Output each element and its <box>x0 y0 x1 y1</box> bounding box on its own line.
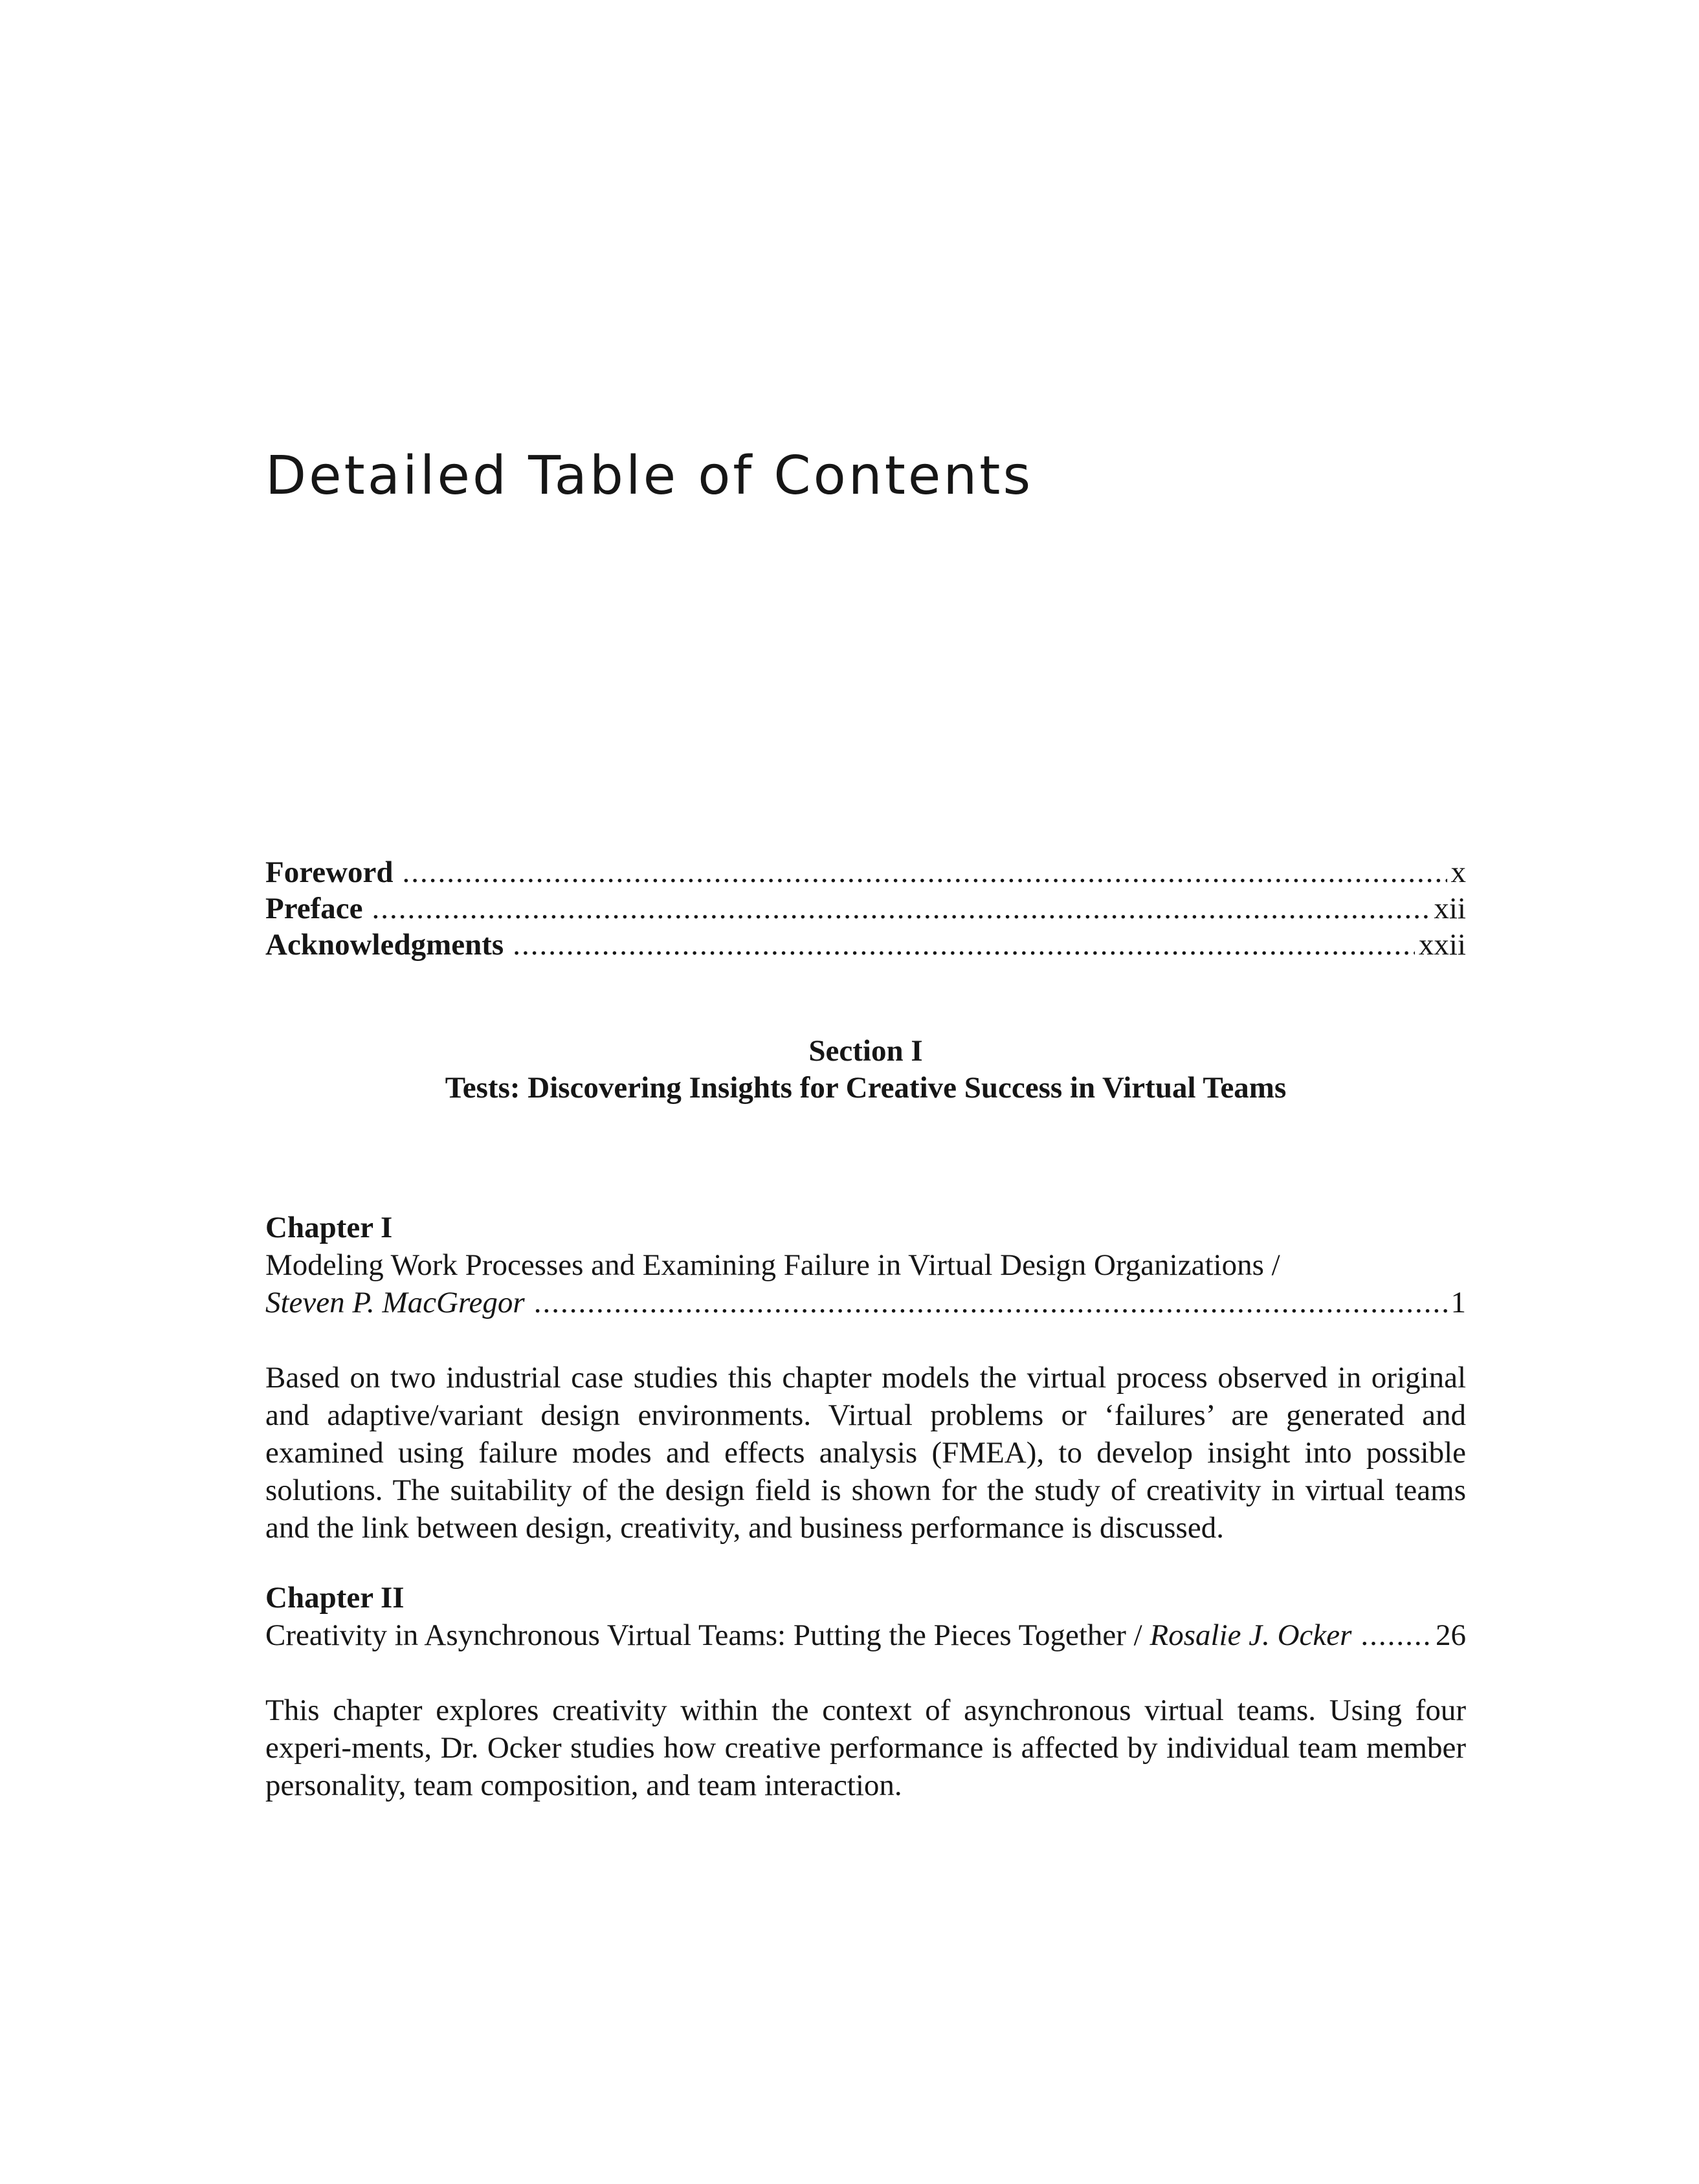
dot-leader <box>513 927 1415 963</box>
toc-entry-label: Acknowledgments <box>265 928 504 962</box>
chapter-label: Chapter II <box>265 1581 405 1615</box>
toc-entry-acknowledgments[interactable] <box>265 927 1466 963</box>
chapter-page: 26 <box>1436 1618 1466 1652</box>
dot-leader <box>534 1284 1447 1321</box>
toc-entry-page: xii <box>1434 892 1466 925</box>
toc-entry-foreword[interactable] <box>265 854 1466 890</box>
chapter-entry <box>265 1209 1466 1547</box>
section-number: Section I <box>808 1034 923 1068</box>
chapter-label: Chapter I <box>265 1211 393 1244</box>
chapter-title-line[interactable] <box>265 1616 1466 1654</box>
chapter-abstract: This chapter explores creativity within the context of asynchronous virtual teams. Using four experi-ments, Dr. Ocker studies how creative performance is affected by individual team member personality, team composition, and team interaction. <box>265 1693 1466 1802</box>
toc-entry-preface[interactable] <box>265 890 1466 927</box>
chapter-page: 1 <box>1450 1286 1466 1319</box>
section-heading <box>265 1033 1466 1107</box>
toc-entry-label: Preface <box>265 892 363 925</box>
dot-leader <box>1360 1616 1432 1654</box>
dot-leader <box>403 854 1447 890</box>
toc-entry-page: xxii <box>1418 928 1466 962</box>
toc-entry-page: x <box>1450 855 1466 889</box>
chapter-title: Creativity in Asynchronous Virtual Teams: Putting the Pieces Together / <box>265 1618 1150 1652</box>
front-matter-list <box>265 854 1466 963</box>
chapter-abstract: Based on two industrial case studies this chapter models the virtual process observed in original and adaptive/variant design environments. Virtual problems or ‘failures’ are generated and examined using failure modes and effects analysis (FMEA), to develop insight into possible solutions. The suitability of the design field is shown for the study of creativity in virtual teams and the link between design, creativity, and business performance is discussed. <box>265 1361 1466 1545</box>
chapter-author: Rosalie J. Ocker <box>1149 1618 1352 1652</box>
chapter-title[interactable]: Modeling Work Processes and Examining Failure in Virtual Design Organizations / <box>265 1248 1280 1282</box>
page-title: Detailed Table of Contents <box>265 445 1034 507</box>
section-title: Tests: Discovering Insights for Creative Success in Virtual Teams <box>445 1071 1287 1105</box>
chapter-entry <box>265 1579 1466 1804</box>
dot-leader <box>372 890 1430 927</box>
chapter-author-line[interactable] <box>265 1284 1466 1321</box>
chapter-author: Steven P. MacGregor <box>265 1286 525 1319</box>
toc-entry-label: Foreword <box>265 855 394 889</box>
